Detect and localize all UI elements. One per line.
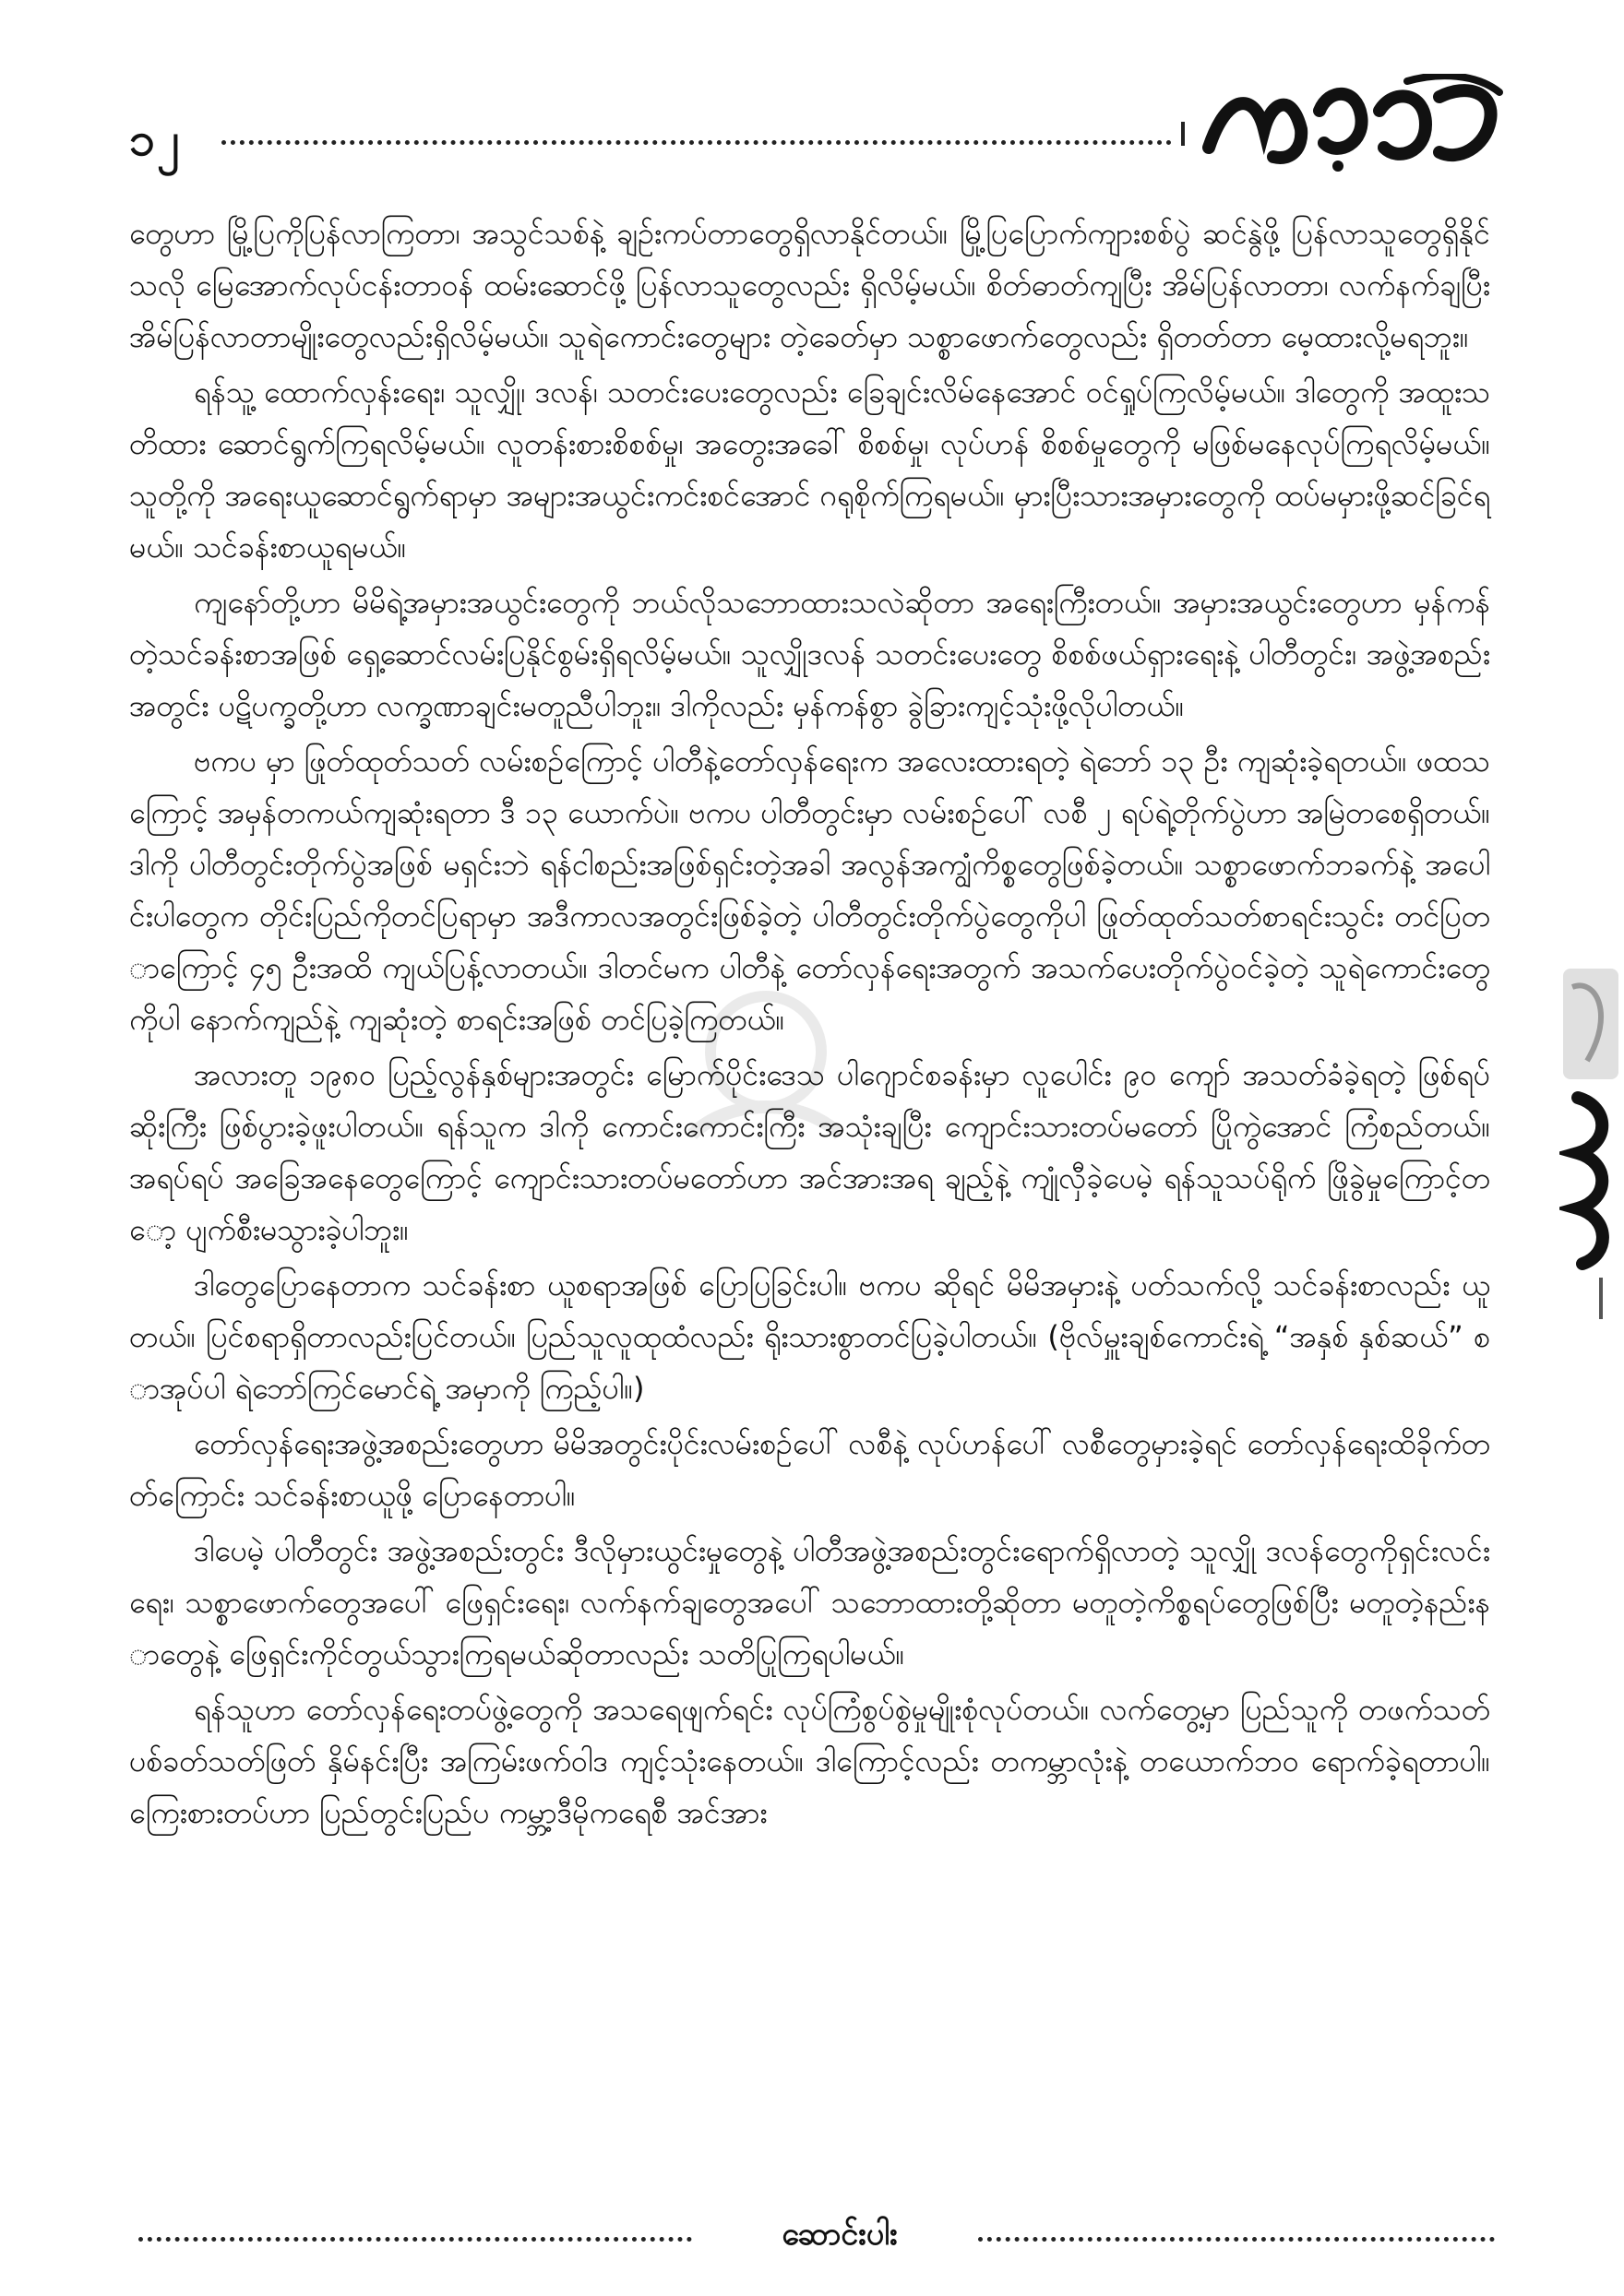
footer-dotted-rule-left xyxy=(138,2237,692,2242)
magazine-logo xyxy=(1200,74,1504,175)
article-paragraph: တွေဟာ မြို့ပြကိုပြန်လာကြတာ၊ အသွင်သစ်နဲ့ ချဉ်းကပ်တာတွေရှိလာနိုင်တယ်။ မြို့ပြပြောက်ကျားစစ်ပွဲ ဆင်နွဲဖို့ ပြန်လာသူတွေရှိနိုင်သလို မြေအောက်လုပ်ငန်းတာဝန် ထမ်းဆောင်ဖို့ ပြန်လာသူတွေလည်း ရှိလိမ့်မယ်။ စိတ်ဓာတ်ကျပြီး အိမ်ပြန်လာတာ၊ လက်နက်ချပြီး အိမ်ပြန်လာတာမျိုးတွေလည်းရှိလိမ့်မယ်။ သူရဲကောင်းတွေများ တဲ့ခေတ်မှာ သစ္စာဖောက်တွေလည်း ရှိတတ်တာ မေ့ထားလို့မရဘူး။ xyxy=(129,216,1490,354)
article-paragraph: ရန်သူ့ ထောက်လှန်းရေး၊ သူလျှို၊ ဒလန်၊ သတင်းပေးတွေလည်း ခြေချင်းလိမ်နေအောင် ဝင်ရှုပ်ကြလိမ့်မယ်။ ဒါတွေကို အထူးသတိထား ဆောင်ရွက်ကြရလိမ့်မယ်။ လူတန်းစားစိစစ်မှု၊ အတွေးအခေါ် စိစစ်မှု၊ လုပ်ဟန် စိစစ်မှုတွေကို မဖြစ်မနေလုပ်ကြရလိမ့်မယ်။ သူတို့ကို အရေးယူဆောင်ရွက်ရာမှာ အများအယွင်းကင်းစင်အောင် ဂရုစိုက်ကြရမယ်။ မှားပြီးသားအမှားတွေကို ထပ်မမှားဖို့ဆင်ခြင်ရမယ်။ သင်ခန်းစာယူရမယ်။ xyxy=(129,375,1490,565)
article-paragraph: ဗကပ မှာ ဖြုတ်ထုတ်သတ် လမ်းစဉ်ကြောင့် ပါတီနဲ့တော်လှန်ရေးက အလေးထားရတဲ့ ရဲဘော် ၁၃ ဦး ကျဆုံးခဲ့ရတယ်။ ဖထသကြောင့် အမှန်တကယ်ကျဆုံးရတာ ဒီ ၁၃ ယောက်ပဲ။ ဗကပ ပါတီတွင်းမှာ လမ်းစဉ်ပေါ် လစီ ၂ ရပ်ရဲ့တိုက်ပွဲဟာ အမြဲတစေရှိတယ်။ ဒါကို ပါတီတွင်းတိုက်ပွဲအဖြစ် မရှင်းဘဲ ရန်ငါစည်းအဖြစ်ရှင်းတဲ့အခါ အလွန်အကျွံကိစ္စတွေဖြစ်ခဲ့တယ်။ သစ္စာဖောက်ဘခက်နဲ့ အပေါင်းပါတွေက တိုင်းပြည်ကိုတင်ပြရာမှာ အဒီကာလအတွင်းဖြစ်ခဲ့တဲ့ ပါတီတွင်းတိုက်ပွဲတွေကိုပါ ဖြုတ်ထုတ်သတ်စာရင်းသွင်း တင်ပြတာကြောင့် ၄၅ ဦးအထိ ကျယ်ပြန့်လာတယ်။ ဒါတင်မက ပါတီနဲ့ တော်လှန်ရေးအတွက် အသက်ပေးတိုက်ပွဲဝင်ခဲ့တဲ့ သူရဲကောင်းတွေကိုပါ နောက်ကျည်နဲ့ ကျဆုံးတဲ့ စာရင်းအဖြစ် တင်ပြခဲ့ကြတယ်။ xyxy=(129,744,1490,1037)
article-paragraph: ရန်သူဟာ တော်လှန်ရေးတပ်ဖွဲ့တွေကို အသရေဖျက်ရင်း လုပ်ကြံစွပ်စွဲမှုမျိုးစုံလုပ်တယ်။ လက်တွေ့မှာ ပြည်သူကို တဖက်သတ် ပစ်ခတ်သတ်ဖြတ် နှိမ်နင်းပြီး အကြမ်းဖက်ဝါဒ ကျင့်သုံးနေတယ်။ ဒါကြောင့်လည်း တကမ္ဘာလုံးနဲ့ တယောက်ဘဝ ရောက်ခဲ့ရတာပါ။ ကြေးစားတပ်ဟာ ပြည်တွင်းပြည်ပ ကမ္ဘာ့ဒီမိုကရေစီ အင်အား xyxy=(129,1692,1490,1830)
article-paragraph: အလားတူ ၁၉၈၀ ပြည့်လွန်နှစ်များအတွင်း မြောက်ပိုင်းဒေသ ပါဂျောင်စခန်းမှာ လူပေါင်း ၉၀ ကျော် အသတ်ခံခဲ့ရတဲ့ ဖြစ်ရပ်ဆိုးကြီး ဖြစ်ပွားခဲ့ဖူးပါတယ်။ ရန်သူက ဒါကို ကောင်းကောင်းကြီး အသုံးချပြီး ကျောင်းသားတပ်မတော် ပြိုကွဲအောင် ကြံစည်တယ်။ အရပ်ရပ် အခြေအနေတွေကြောင့် ကျောင်းသားတပ်မတော်ဟာ အင်အားအရ ချည့်နဲ့ ကျုံလှီခဲ့ပေမဲ့ ရန်သူသပ်ရိုက် ဖြိုခွဲမှုကြောင့်တော့ ပျက်စီးမသွားခဲ့ပါဘူး။ xyxy=(129,1057,1491,1247)
page-header xyxy=(129,74,1522,184)
magazine-logo-graphic xyxy=(1200,74,1504,175)
header-rule-end-mark xyxy=(1181,122,1185,146)
page-footer xyxy=(129,2209,1504,2265)
article-body xyxy=(129,208,1490,1842)
article-paragraph: တော်လှန်ရေးအဖွဲ့အစည်းတွေဟာ မိမိအတွင်းပိုင်းလမ်းစဉ်ပေါ် လစီနဲ့ လုပ်ဟန်ပေါ် လစီတွေမှားခဲ့ရင် တော်လှန်ရေးထိခိုက်တတ်ကြောင်း သင်ခန်းစာယူဖို့ ပြောနေတာပါ။ xyxy=(129,1426,1490,1513)
article-paragraph: ကျနော်တို့ဟာ မိမိရဲ့အမှားအယွင်းတွေကို ဘယ်လိုသဘောထားသလဲဆိုတာ အရေးကြီးတယ်။ အမှားအယွင်းတွေဟာ မှန်ကန်တဲ့သင်ခန်းစာအဖြစ် ရှေ့ဆောင်လမ်းပြနိုင်စွမ်းရှိရလိမ့်မယ်။ သူလျှိုဒလန် သတင်းပေးတွေ စိစစ်ဖယ်ရှားရေးနဲ့ ပါတီတွင်း၊ အဖွဲ့အစည်းအတွင်း ပဋိပက္ခတို့ဟာ လက္ခဏာချင်းမတူညီပါဘူး။ ဒါကိုလည်း မှန်ကန်စွာ ခွဲခြားကျင့်သုံးဖို့လိုပါတယ်။ xyxy=(129,585,1490,723)
article-paragraph: ဒါပေမဲ့ ပါတီတွင်း အဖွဲ့အစည်းတွင်း ဒီလိုမှားယွင်းမှုတွေနဲ့ ပါတီအဖွဲ့အစည်းတွင်းရောက်ရှိလာတဲ့ သူလျှို ဒလန်တွေကိုရှင်းလင်းရေး၊ သစ္စာဖောက်တွေအပေါ် ဖြေရှင်းရေး၊ လက်နက်ချတွေအပေါ် သဘောထားတို့ဆိုတာ မတူတဲ့ကိစ္စရပ်တွေဖြစ်ပြီး မတူတဲ့နည်းနာတွေနဲ့ ဖြေရှင်းကိုင်တွယ်သွားကြရမယ်ဆိုတာလည်း သတိပြုကြရပါမယ်။ xyxy=(129,1533,1490,1671)
page-number: ၁၂ xyxy=(129,113,182,166)
footer-dotted-rule-right xyxy=(978,2237,1495,2242)
footer-section-label: ဆောင်းပါး xyxy=(782,2216,898,2253)
side-magazine-thumbnail xyxy=(1559,959,1622,1328)
article-paragraph: ဒါတွေပြောနေတာက သင်ခန်းစာ ယူစရာအဖြစ် ပြောပြခြင်းပါ။ ဗကပ ဆိုရင် မိမိအမှားနဲ့ ပတ်သက်လို့ သင်ခန်းစာလည်း ယူတယ်။ ပြင်စရာရှိတာလည်းပြင်တယ်။ ပြည်သူလူထုထံလည်း ရိုးသားစွာတင်ပြခဲ့ပါတယ်။ (ဗိုလ်မှူးချစ်ကောင်းရဲ့ “အနှစ် နှစ်ဆယ်” စာအုပ်ပါ ရဲဘော်ကြင်မောင်ရဲ့ အမှာကို ကြည့်ပါ။) xyxy=(129,1267,1490,1406)
header-dotted-rule xyxy=(221,140,1172,145)
